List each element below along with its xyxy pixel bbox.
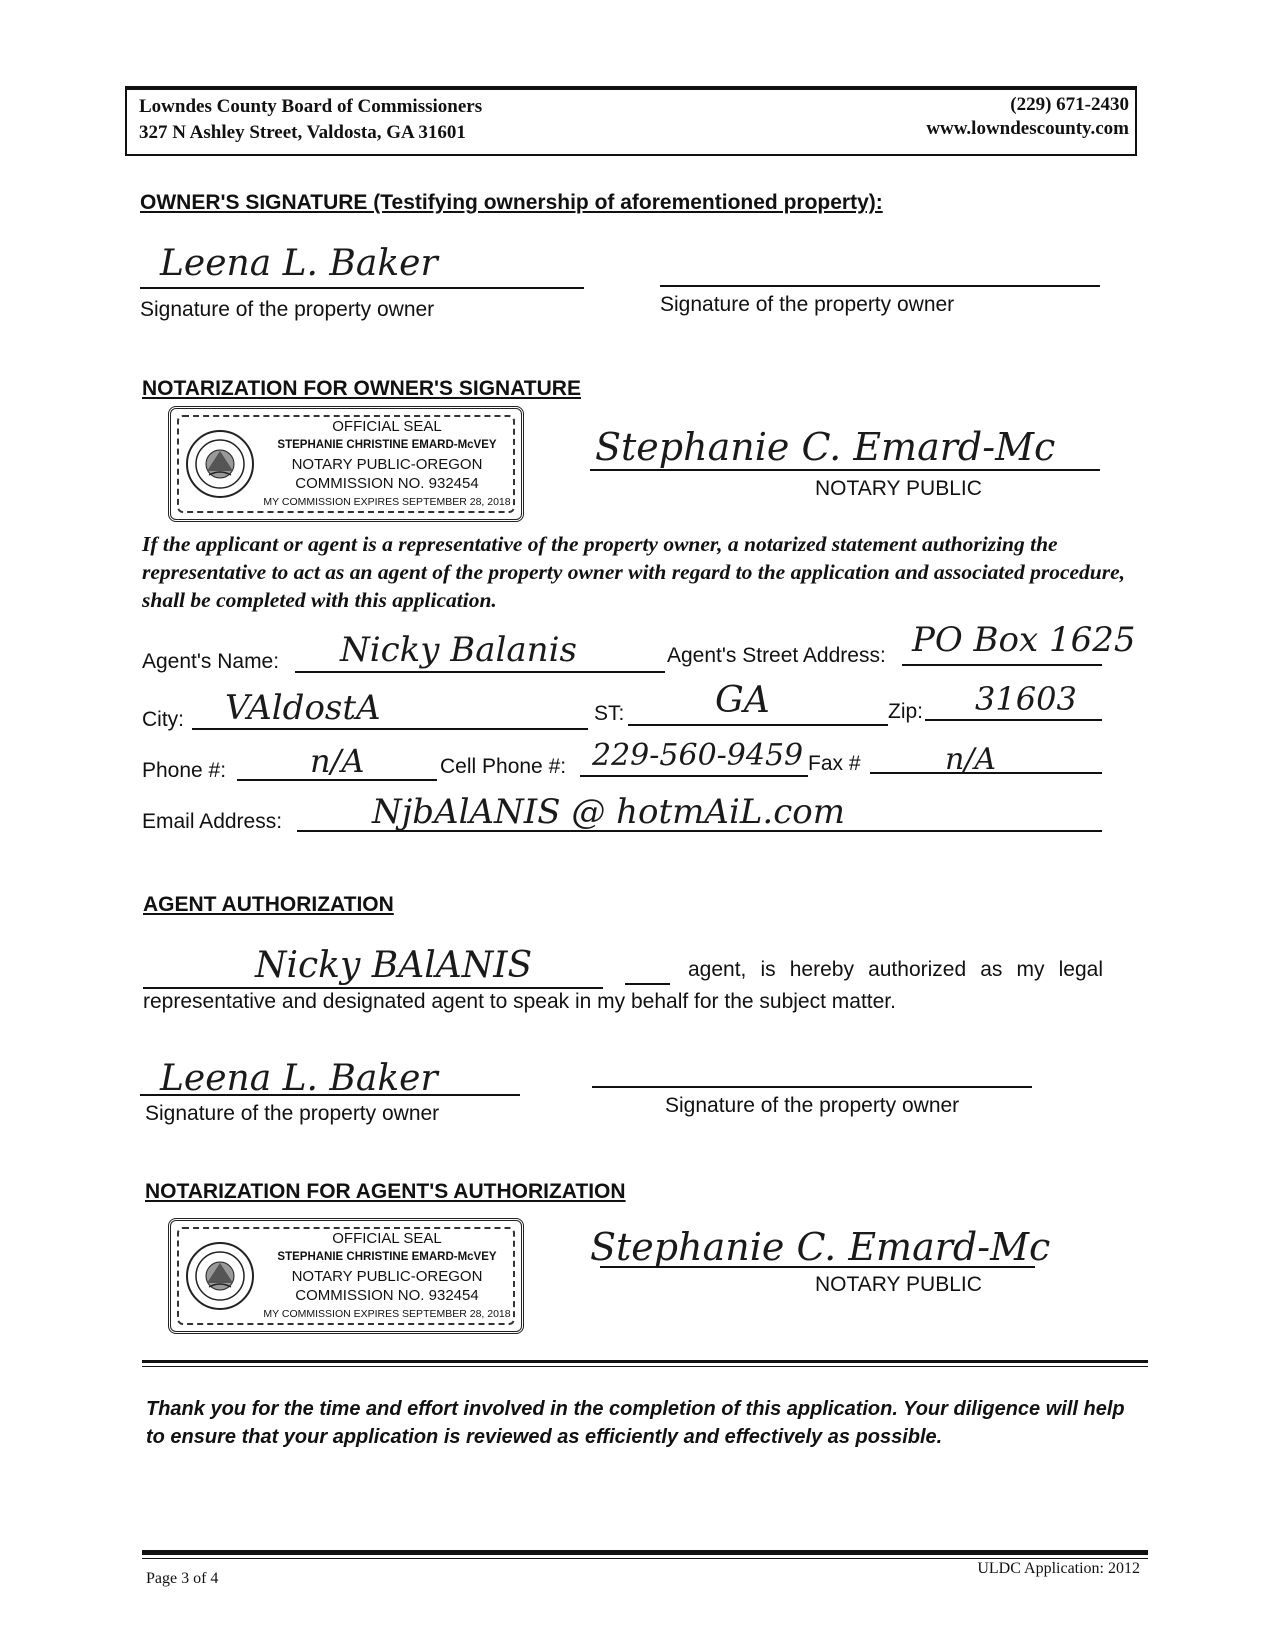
notarization-agent-title: NOTARIZATION FOR AGENT'S AUTHORIZATION xyxy=(145,1180,626,1203)
oregon-seal-icon xyxy=(185,429,255,499)
cell-phone-label: Cell Phone #: xyxy=(440,755,567,778)
letterhead-box xyxy=(125,86,1137,156)
seal-line-3: NOTARY PUBLIC-OREGON xyxy=(291,1268,483,1285)
fax-label: Fax # xyxy=(808,752,861,775)
agent-auth-sig-label-1: Signature of the property owner xyxy=(145,1102,440,1125)
oregon-seal-icon xyxy=(185,1241,255,1311)
agent-street-label: Agent's Street Address: xyxy=(667,644,886,667)
signature-line xyxy=(140,287,584,289)
seal-line-2: STEPHANIE CHRISTINE EMARD-McVEY xyxy=(277,439,497,451)
seal-line-3: NOTARY PUBLIC-OREGON xyxy=(291,456,483,473)
zip-value: 31603 xyxy=(975,680,1077,718)
org-name: Lowndes County Board of Commissioners xyxy=(139,96,483,117)
agent-name-label: Agent's Name: xyxy=(142,650,280,673)
agent-street-field[interactable] xyxy=(902,664,1102,666)
city-label: City: xyxy=(142,708,184,731)
cell-phone-field[interactable] xyxy=(580,775,808,777)
seal-line-2: STEPHANIE CHRISTINE EMARD-McVEY xyxy=(277,1251,497,1263)
notary-public-label-owner: NOTARY PUBLIC xyxy=(815,477,982,500)
owner-signature-title: OWNER'S SIGNATURE (Testifying ownership of aforementioned property): xyxy=(140,191,883,214)
authorized-agent-name: Nicky BAlANIS xyxy=(255,945,533,986)
section-divider xyxy=(142,1366,1148,1367)
city-value: VAldostA xyxy=(225,688,381,728)
agent-auth-sig-label-2: Signature of the property owner xyxy=(665,1094,960,1117)
org-phone: (229) 671-2430 xyxy=(1010,94,1129,115)
agent-name-value: Nicky Balanis xyxy=(340,630,577,670)
agent-statement: If the applicant or agent is a representative of the property owner, a notarized statement authorizing the representative to act as an agent of the property owner with regard to the application and associated procedure, shall be completed with this application. xyxy=(142,532,1126,612)
fax-value: n/A xyxy=(945,742,997,777)
owner-signature-label-1: Signature of the property owner xyxy=(140,298,435,321)
agent-name-field[interactable] xyxy=(295,671,665,673)
signature-line xyxy=(592,1086,1032,1088)
notary-public-label-agent: NOTARY PUBLIC xyxy=(815,1273,982,1296)
authorization-text-1: agent, is hereby authorized as my legal xyxy=(688,958,1103,981)
signature-line xyxy=(140,1094,520,1096)
state-label: ST: xyxy=(594,702,625,725)
section-divider xyxy=(142,1360,1148,1363)
thank-you-note: Thank you for the time and effort involved in the completion of this application. Your diligence will help to ensure that your application is reviewed as efficiently and effectively as possible. xyxy=(146,1398,1125,1448)
seal-line-1: OFFICIAL SEAL xyxy=(332,1230,442,1247)
notary-signature-owner: Stephanie C. Emard-Mc xyxy=(595,425,1056,469)
notary-signature-agent: Stephanie C. Emard-Mc xyxy=(590,1225,1051,1269)
form-id: ULDC Application: 2012 xyxy=(977,1560,1140,1577)
footer-rule xyxy=(142,1558,1148,1559)
signature-line xyxy=(600,1266,1035,1268)
email-value: NjbAlANIS @ hotmAiL.com xyxy=(372,792,845,832)
signature-line xyxy=(660,285,1100,287)
seal-line-5: MY COMMISSION EXPIRES SEPTEMBER 28, 2018 xyxy=(263,1308,511,1320)
city-field[interactable] xyxy=(192,728,588,730)
zip-field[interactable] xyxy=(925,719,1102,721)
signature-line xyxy=(590,469,1100,471)
page-number: Page 3 of 4 xyxy=(146,1570,219,1587)
notary-seal-owner xyxy=(168,406,524,522)
notary-seal-agent xyxy=(168,1218,524,1334)
owner-signature-label-2: Signature of the property owner xyxy=(660,293,955,316)
phone-label: Phone #: xyxy=(142,759,227,782)
email-label: Email Address: xyxy=(142,810,283,833)
cell-phone-value: 229-560-9459 xyxy=(592,738,804,773)
phone-value: n/A xyxy=(310,742,365,780)
zip-label: Zip: xyxy=(888,700,924,723)
owner-signature-1: Leena L. Baker xyxy=(160,243,438,284)
state-value: GA xyxy=(715,680,770,721)
seal-line-4: COMMISSION NO. 932454 xyxy=(295,1287,479,1304)
org-website: www.lowndescounty.com xyxy=(926,118,1129,139)
agent-authorization-title: AGENT AUTHORIZATION xyxy=(143,893,394,916)
state-field[interactable] xyxy=(628,724,888,726)
seal-line-1: OFFICIAL SEAL xyxy=(332,418,442,435)
seal-line-4: COMMISSION NO. 932454 xyxy=(295,475,479,492)
org-address: 327 N Ashley Street, Valdosta, GA 31601 xyxy=(139,122,466,143)
owner-signature-agent-1: Leena L. Baker xyxy=(160,1058,438,1099)
seal-line-5: MY COMMISSION EXPIRES SEPTEMBER 28, 2018 xyxy=(263,496,511,508)
notarization-owner-title: NOTARIZATION FOR OWNER'S SIGNATURE xyxy=(142,377,581,400)
agent-street-value: PO Box 1625 xyxy=(912,620,1136,660)
agent-name-line[interactable] xyxy=(143,987,603,989)
footer-rule xyxy=(142,1550,1148,1555)
authorization-text-2: representative and designated agent to speak in my behalf for the subject matter. xyxy=(143,990,896,1013)
blank-line xyxy=(625,983,670,985)
